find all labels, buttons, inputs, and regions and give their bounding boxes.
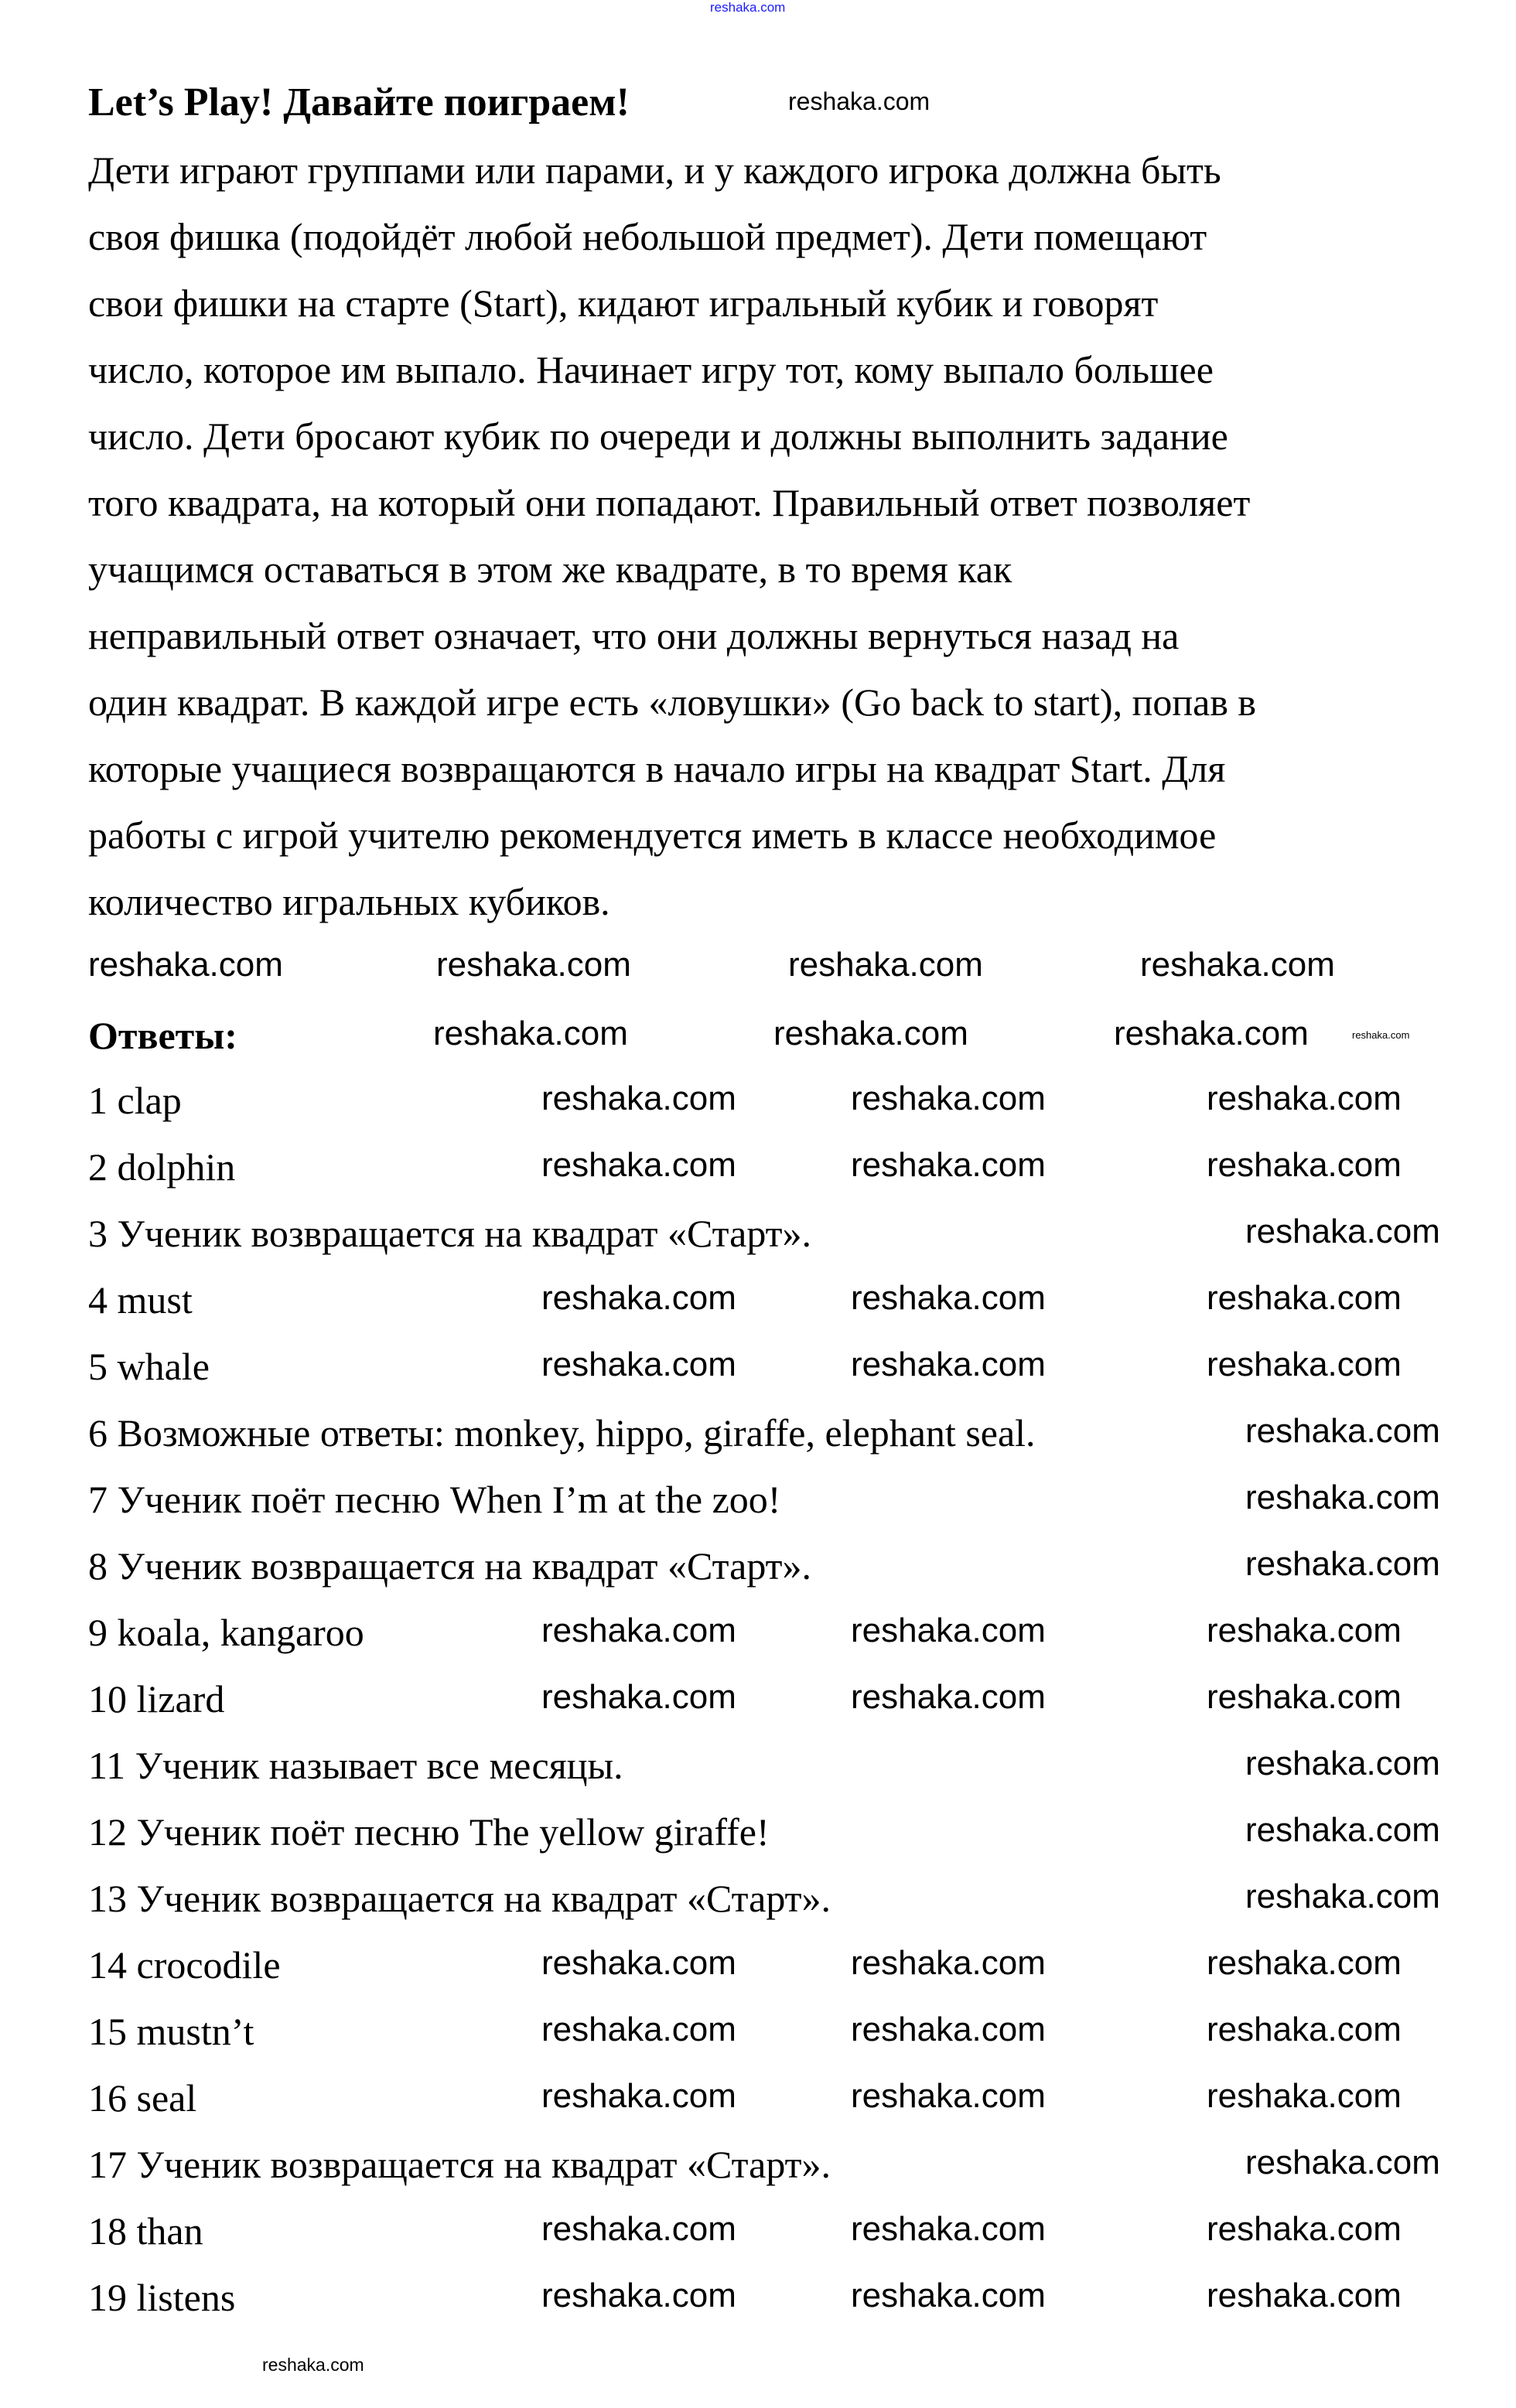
watermark: reshaka.com <box>1207 2076 1402 2115</box>
answer-item: 19 listens <box>88 2276 236 2319</box>
answer-item: 14 crocodile <box>88 1943 281 1987</box>
answer-item: 10 lizard <box>88 1677 225 1721</box>
answer-item: 12 Ученик поёт песню The yellow giraffe! <box>88 1810 770 1854</box>
paragraph-line: неправильный ответ означает, что они должны вернуться назад на <box>88 614 1180 657</box>
watermark: reshaka.com <box>436 945 631 984</box>
answer-item: 7 Ученик поёт песню When I’m at the zoo! <box>88 1478 781 1521</box>
watermark: reshaka.com <box>1140 945 1335 984</box>
watermark: reshaka.com <box>1207 1278 1402 1317</box>
watermark: reshaka.com <box>433 1014 628 1052</box>
paragraph-line: работы с игрой учителю рекомендуется иметь в классе необходимое <box>88 813 1217 857</box>
paragraph-line: число, которое им выпало. Начинает игру тот, кому выпало большее <box>88 348 1214 391</box>
watermark: reshaka.com <box>262 2355 364 2376</box>
paragraph-line: учащимся оставаться в этом же квадрате, в то время как <box>88 547 1012 591</box>
watermark: reshaka.com <box>1114 1014 1309 1052</box>
watermark: reshaka.com <box>788 87 930 116</box>
paragraph-line: своя фишка (подойдёт любой небольшой предмет). Дети помещают <box>88 215 1207 258</box>
paragraph-line: количество игральных кубиков. <box>88 880 610 923</box>
paragraph-line: один квадрат. В каждой игре есть «ловушки» (Go back to start), попав в <box>88 680 1257 724</box>
watermark: reshaka.com <box>1207 1145 1402 1184</box>
watermark: reshaka.com <box>1245 1212 1440 1250</box>
watermark: reshaka.com <box>773 1014 968 1052</box>
answer-item: 4 must <box>88 1278 193 1322</box>
watermark: reshaka.com <box>541 1943 736 1982</box>
answer-item: 8 Ученик возвращается на квадрат «Старт». <box>88 1544 812 1588</box>
instructions-paragraph <box>88 137 1256 935</box>
watermark: reshaka.com <box>1207 1611 1402 1649</box>
watermark: reshaka.com <box>541 1145 736 1184</box>
answer-item: 17 Ученик возвращается на квадрат «Старт». <box>88 2143 831 2186</box>
watermark: reshaka.com <box>1245 2143 1440 2181</box>
paragraph-line: число. Дети бросают кубик по очереди и должны выполнить задание <box>88 414 1228 458</box>
answer-item: 13 Ученик возвращается на квадрат «Старт». <box>88 1877 831 1920</box>
watermark: reshaka.com <box>1207 2276 1402 2314</box>
watermark: reshaka.com <box>851 2276 1046 2314</box>
watermark: reshaka.com <box>1245 1744 1440 1782</box>
watermark: reshaka.com <box>1245 1544 1440 1583</box>
answer-item: 15 mustn’t <box>88 2010 254 2053</box>
watermark: reshaka.com <box>851 2010 1046 2048</box>
watermark: reshaka.com <box>88 945 283 984</box>
watermark: reshaka.com <box>851 1611 1046 1649</box>
watermark: reshaka.com <box>541 2010 736 2048</box>
watermark: reshaka.com <box>541 1278 736 1317</box>
page-title: Let’s Play! Давайте поиграем! <box>88 80 630 124</box>
paragraph-line: того квадрата, на который они попадают. Правильный ответ позволяет <box>88 481 1251 524</box>
watermark: reshaka.com <box>1207 1677 1402 1716</box>
watermark: reshaka.com <box>788 945 983 984</box>
watermark: reshaka.com <box>1207 1345 1402 1383</box>
watermark: reshaka.com <box>1207 2209 1402 2248</box>
watermark: reshaka.com <box>851 2209 1046 2248</box>
watermark: reshaka.com <box>851 1145 1046 1184</box>
watermark: reshaka.com <box>1207 1079 1402 1117</box>
paragraph-line: свои фишки на старте (Start), кидают игральный кубик и говорят <box>88 281 1159 325</box>
watermark: reshaka.com <box>1207 2010 1402 2048</box>
header-watermark: reshaka.com <box>710 0 786 15</box>
watermark: reshaka.com <box>541 2076 736 2115</box>
watermark: reshaka.com <box>1245 1877 1440 1915</box>
paragraph-line: которые учащиеся возвращаются в начало игры на квадрат Start. Для <box>88 747 1226 790</box>
answer-item: 11 Ученик называет все месяцы. <box>88 1744 623 1787</box>
answer-item: 3 Ученик возвращается на квадрат «Старт». <box>88 1212 812 1255</box>
watermark: reshaka.com <box>851 1677 1046 1716</box>
watermark: reshaka.com <box>541 1611 736 1649</box>
watermark: reshaka.com <box>1207 1943 1402 1982</box>
answer-item: 1 clap <box>88 1079 182 1122</box>
watermark: reshaka.com <box>851 2076 1046 2115</box>
watermark: reshaka.com <box>541 1345 736 1383</box>
watermark: reshaka.com <box>541 1677 736 1716</box>
answers-heading: Ответы: <box>88 1014 237 1057</box>
watermark: reshaka.com <box>851 1079 1046 1117</box>
paragraph-line: Дети играют группами или парами, и у каждого игрока должна быть <box>88 148 1221 192</box>
answer-item: 6 Возможные ответы: monkey, hippo, giraffe, elephant seal. <box>88 1411 1036 1455</box>
answer-item: 16 seal <box>88 2076 197 2120</box>
watermark: reshaka.com <box>1245 1810 1440 1849</box>
answer-item: 2 dolphin <box>88 1145 236 1189</box>
watermark: reshaka.com <box>851 1278 1046 1317</box>
watermark: reshaka.com <box>541 2209 736 2248</box>
watermark: reshaka.com <box>1245 1411 1440 1450</box>
watermark: reshaka.com <box>1352 1028 1410 1041</box>
watermark: reshaka.com <box>1245 1478 1440 1516</box>
watermark: reshaka.com <box>541 2276 736 2314</box>
watermark: reshaka.com <box>541 1079 736 1117</box>
answer-item: 5 whale <box>88 1345 210 1388</box>
watermark: reshaka.com <box>851 1345 1046 1383</box>
answer-item: 18 than <box>88 2209 203 2253</box>
answer-item: 9 koala, kangaroo <box>88 1611 364 1654</box>
watermark: reshaka.com <box>851 1943 1046 1982</box>
